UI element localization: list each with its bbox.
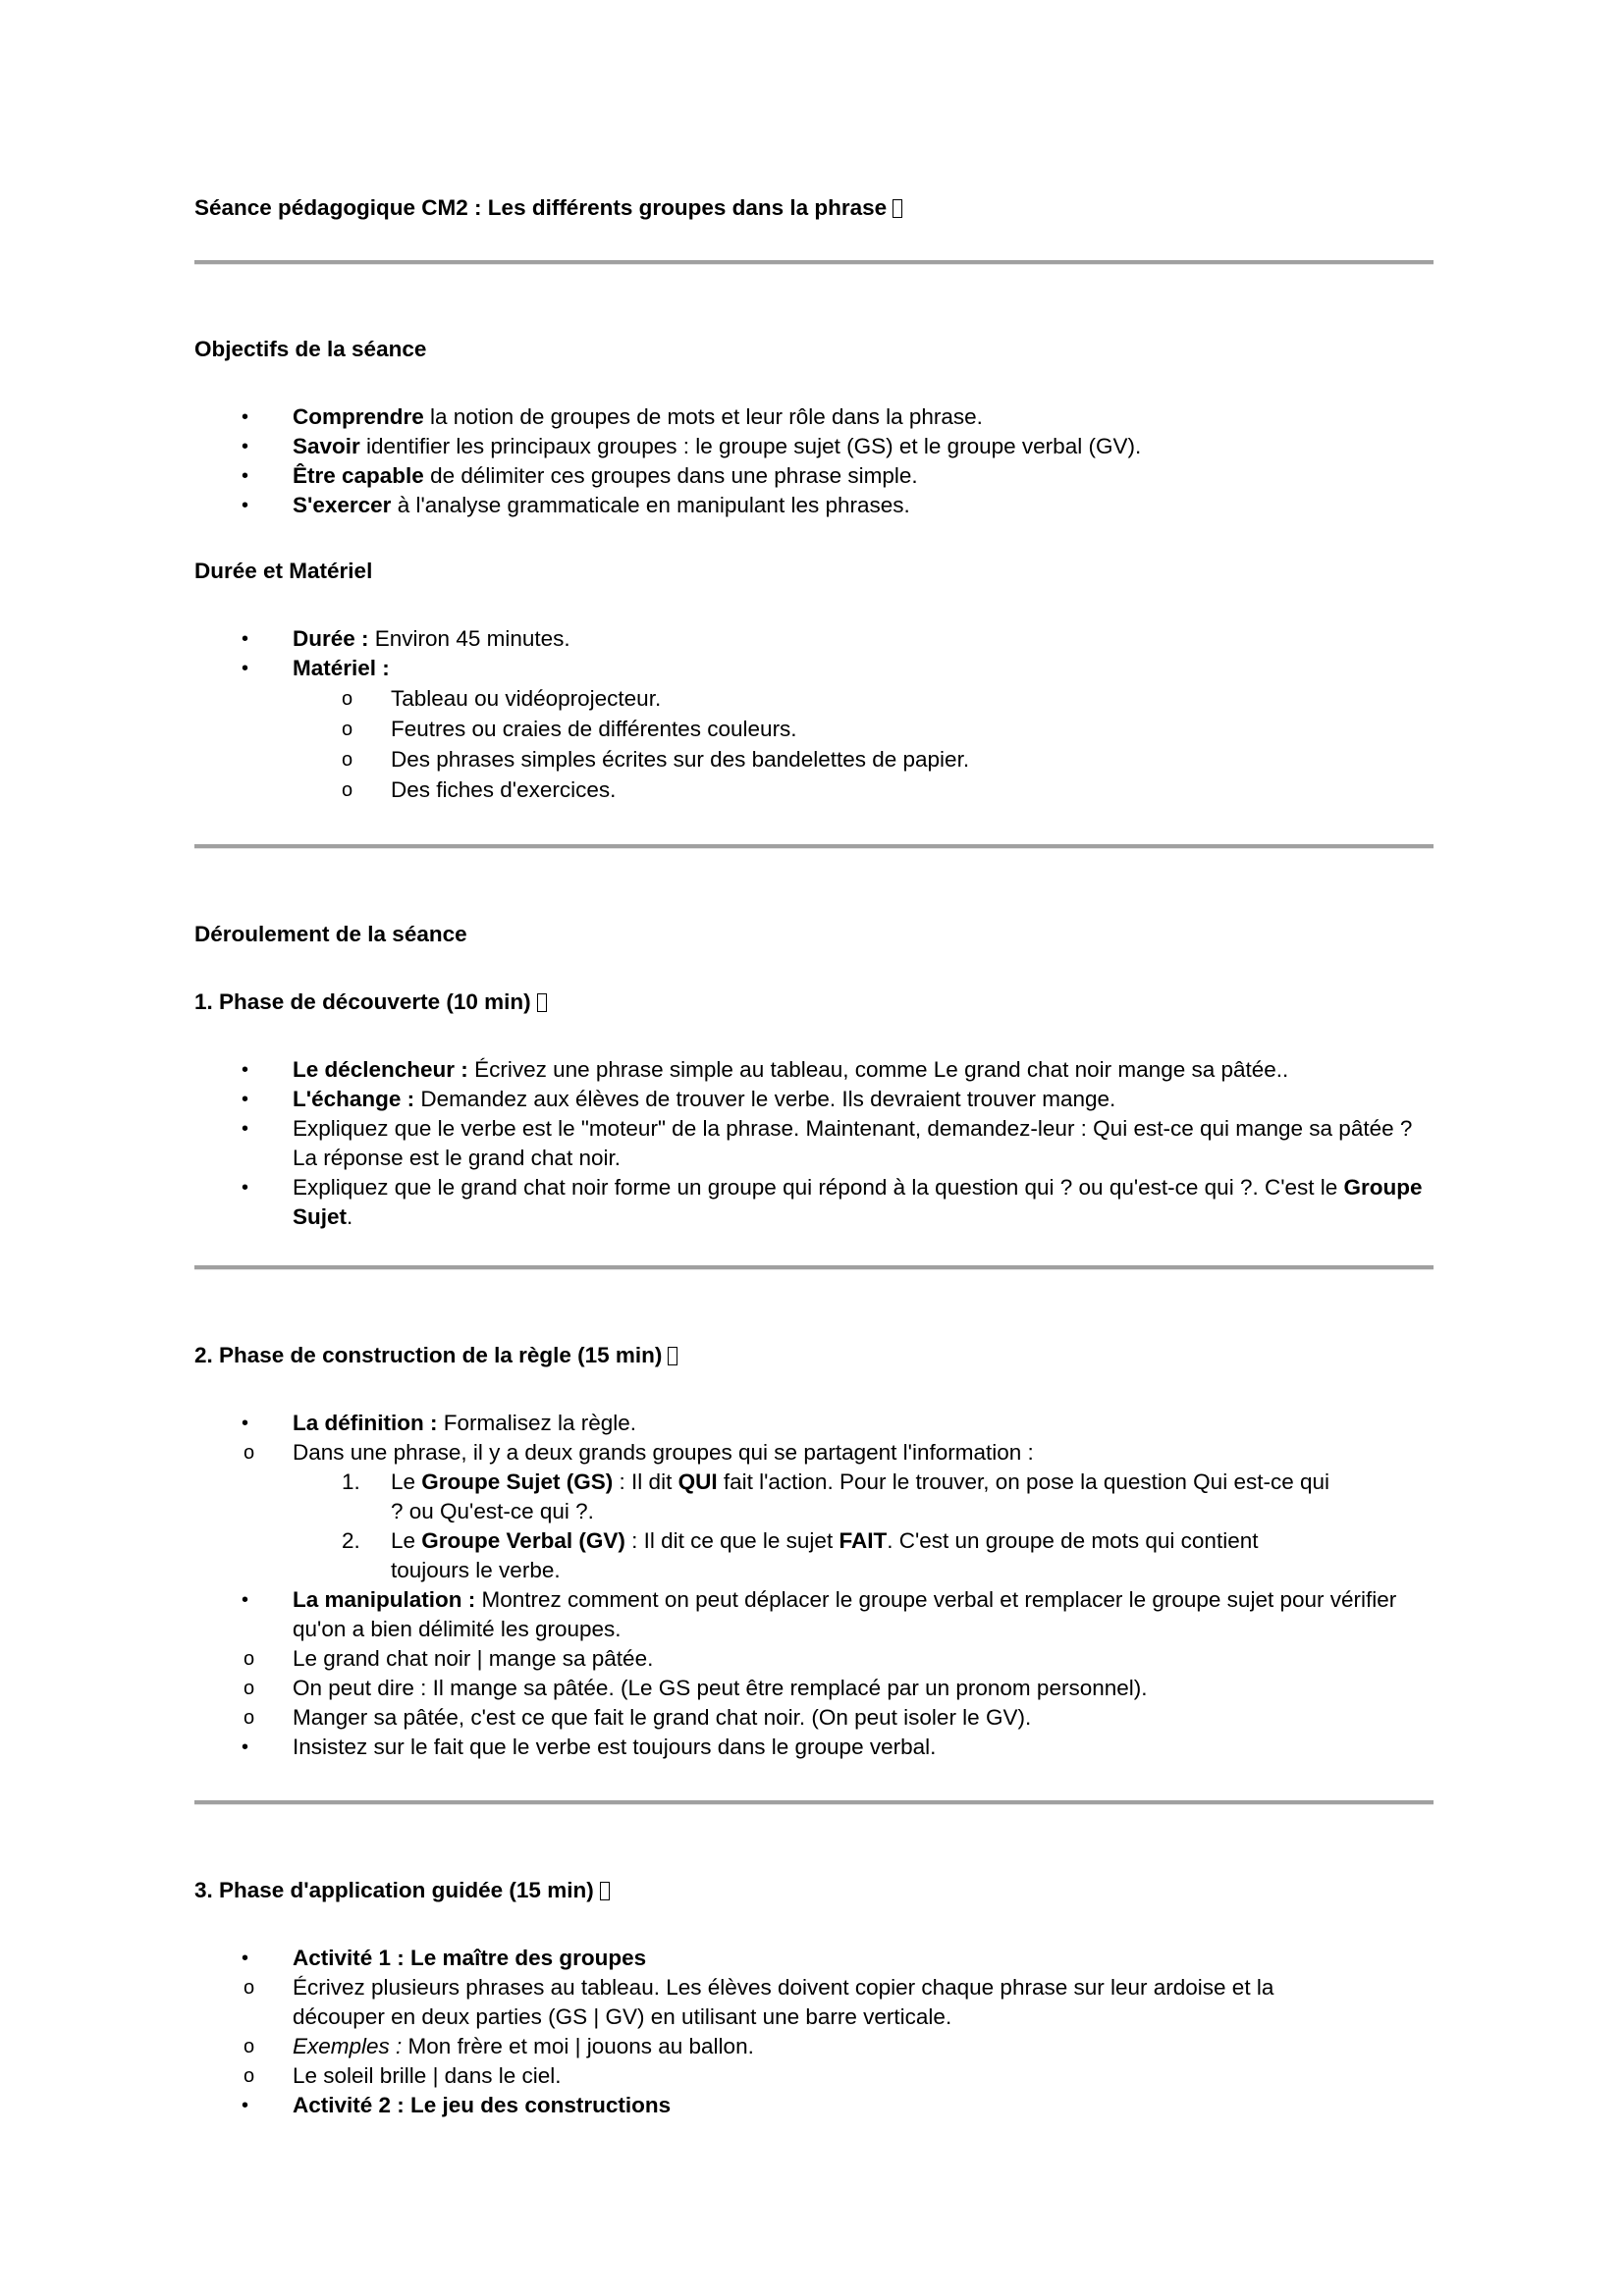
section-divider xyxy=(194,844,1434,849)
list-item xyxy=(194,1085,1434,1114)
list-item xyxy=(194,402,1434,432)
duree-list xyxy=(194,624,1434,683)
section-divider xyxy=(194,1800,1434,1805)
item-text: Montrez comment on peut déplacer le groupe verbal et remplacer le groupe sujet pour vérifier qu'on a bien délimité les groupes. xyxy=(293,1587,1397,1641)
number-marker: 1. xyxy=(342,1469,360,1494)
item-bold: Activité 1 : Le maître des groupes xyxy=(293,1946,647,1970)
bullet-icon: • xyxy=(242,1736,249,1758)
item-text: Demandez aux élèves de trouver le verbe. Ils devraient trouver mange. xyxy=(414,1087,1116,1111)
list-item xyxy=(194,432,1434,461)
bullet-icon: • xyxy=(242,1089,249,1110)
circle-bullet-icon: o xyxy=(244,1977,255,1999)
phase2-heading xyxy=(194,1341,1434,1370)
bullet-icon: • xyxy=(242,1118,249,1140)
circle-bullet-icon: o xyxy=(244,2065,255,2087)
list-item-activite1 xyxy=(194,1944,1434,1973)
bullet-icon: • xyxy=(242,1059,249,1081)
item-bold: La manipulation : xyxy=(293,1587,476,1612)
item-text: Le xyxy=(391,1469,422,1494)
item-text: Des phrases simples écrites sur des bandelettes de papier. xyxy=(391,747,970,772)
item-bold: Comprendre xyxy=(293,404,424,429)
deroulement-heading: Déroulement de la séance xyxy=(194,922,467,946)
phase3-heading-text: 3. Phase d'application guidée (15 min) xyxy=(194,1878,594,1902)
missing-glyph-icon xyxy=(893,199,902,218)
circle-bullet-icon: o xyxy=(244,1707,255,1729)
item-bold: L'échange : xyxy=(293,1087,415,1111)
phase1-list xyxy=(194,1055,1434,1232)
item-text: fait l'action. Pour le trouver, on pose la question Qui est-ce qui ? ou Qu'est-ce qui ?. xyxy=(391,1469,1329,1523)
bullet-icon: • xyxy=(242,628,249,650)
item-bold: Groupe Verbal (GV) xyxy=(421,1528,625,1553)
item-text: à l'analyse grammaticale en manipulant les phrases. xyxy=(391,493,910,517)
item-bold: La définition : xyxy=(293,1411,438,1435)
item-bold: Activité 2 : Le jeu des constructions xyxy=(293,2093,672,2117)
list-item xyxy=(194,461,1434,491)
objectifs-heading: Objectifs de la séance xyxy=(194,337,427,361)
title-text: Séance pédagogique CM2 : Les différents groupes dans la phrase xyxy=(194,195,888,220)
item-text: de délimiter ces groupes dans une phrase simple. xyxy=(423,463,918,488)
circle-bullet-icon: o xyxy=(244,1442,255,1464)
list-item-sub xyxy=(96,1438,1434,1468)
item-bold: Groupe Sujet (GS) xyxy=(421,1469,614,1494)
list-item-sub xyxy=(96,1703,1434,1733)
item-bold: Être capable xyxy=(293,463,424,488)
list-item-manipulation xyxy=(194,1585,1434,1644)
item-bold: QUI xyxy=(677,1469,718,1494)
list-item-sub xyxy=(96,1644,1434,1674)
item-bold: Le déclencheur : xyxy=(293,1057,468,1082)
item-bold: Groupe Sujet xyxy=(293,1175,1423,1229)
phase1-heading-text: 1. Phase de découverte (10 min) xyxy=(194,989,531,1014)
section-divider xyxy=(194,260,1434,265)
circle-bullet-icon: o xyxy=(342,779,353,801)
list-item xyxy=(194,745,1434,775)
item-text: : Il dit ce que le sujet xyxy=(624,1528,839,1553)
list-item xyxy=(194,775,1434,806)
bullet-icon: • xyxy=(242,406,249,428)
item-text: Dans une phrase, il y a deux grands groupes qui se partagent l'information : xyxy=(293,1440,1034,1465)
materiel-list xyxy=(194,684,1434,806)
bullet-icon: • xyxy=(242,1413,249,1434)
item-text-end: . xyxy=(347,1204,353,1229)
number-marker: 2. xyxy=(342,1528,360,1553)
phase1-heading xyxy=(194,988,1434,1017)
item-text: Tableau ou vidéoprojecteur. xyxy=(391,686,662,711)
list-item-sub xyxy=(96,2061,1434,2091)
numbered-item xyxy=(96,1526,1434,1585)
item-text: la notion de groupes de mots et leur rôle dans la phrase. xyxy=(423,404,983,429)
item-text: Insistez sur le fait que le verbe est toujours dans le groupe verbal. xyxy=(293,1735,937,1759)
duree-value: Environ 45 minutes. xyxy=(368,626,570,651)
list-item-insistez xyxy=(194,1733,1434,1762)
bullet-icon: • xyxy=(242,2095,249,2116)
item-text: Écrivez une phrase simple au tableau, comme Le grand chat noir mange sa pâtée.. xyxy=(467,1057,1289,1082)
item-text: Mon frère et moi | jouons au ballon. xyxy=(402,2034,754,2058)
bullet-icon: • xyxy=(242,436,249,457)
missing-glyph-icon xyxy=(668,1347,677,1365)
item-text: Le xyxy=(391,1528,422,1553)
item-text: Écrivez plusieurs phrases au tableau. Les élèves doivent copier chaque phrase sur leur ardoise et la découper en deux parties (GS | GV) en utilisant une barre verticale. xyxy=(293,1975,1274,2029)
item-text: : Il dit xyxy=(613,1469,678,1494)
item-text: Formalisez la règle. xyxy=(437,1411,637,1435)
circle-bullet-icon: o xyxy=(244,1648,255,1670)
item-text: identifier les principaux groupes : le groupe sujet (GS) et le groupe verbal (GV). xyxy=(359,434,1142,458)
list-item-sub xyxy=(96,1674,1434,1703)
item-text: Manger sa pâtée, c'est ce que fait le grand chat noir. (On peut isoler le GV). xyxy=(293,1705,1032,1730)
numbered-item xyxy=(96,1468,1434,1526)
item-text: Expliquez que le grand chat noir forme un groupe qui répond à la question qui ? ou qu'est-ce qui ?. C'est le xyxy=(293,1175,1344,1200)
list-item xyxy=(194,491,1434,520)
phase2-list xyxy=(194,1409,1434,1762)
duree-label: Durée : xyxy=(293,626,369,651)
circle-bullet-icon: o xyxy=(342,688,353,710)
bullet-icon: • xyxy=(242,1589,249,1611)
bullet-icon: • xyxy=(242,658,249,679)
item-text: Expliquez que le verbe est le "moteur" de la phrase. Maintenant, demandez-leur : Qui est-ce qui mange sa pâtée ? La réponse est le grand chat noir. xyxy=(293,1116,1413,1170)
list-item-definition xyxy=(194,1409,1434,1438)
item-text: Des fiches d'exercices. xyxy=(391,777,617,802)
circle-bullet-icon: o xyxy=(342,719,353,740)
missing-glyph-icon xyxy=(600,1882,610,1900)
phase3-heading xyxy=(194,1876,1434,1905)
list-item-duree xyxy=(194,624,1434,654)
item-italic: Exemples : xyxy=(293,2034,403,2058)
circle-bullet-icon: o xyxy=(244,2036,255,2057)
bullet-icon: • xyxy=(242,1948,249,1969)
phase3-list xyxy=(194,1944,1434,2120)
list-item-materiel xyxy=(194,654,1434,683)
bullet-icon: • xyxy=(242,1177,249,1199)
missing-glyph-icon xyxy=(537,993,547,1012)
list-item-activite2 xyxy=(194,2091,1434,2120)
circle-bullet-icon: o xyxy=(244,1678,255,1699)
item-bold: Savoir xyxy=(293,434,360,458)
list-item xyxy=(194,1173,1434,1232)
item-bold: FAIT xyxy=(839,1528,888,1553)
item-text: Le soleil brille | dans le ciel. xyxy=(293,2063,562,2088)
list-item xyxy=(194,1055,1434,1085)
list-item xyxy=(194,684,1434,715)
list-item-sub xyxy=(96,2032,1434,2061)
item-text: Le grand chat noir | mange sa pâtée. xyxy=(293,1646,654,1671)
section-divider xyxy=(194,1265,1434,1270)
list-item xyxy=(194,1114,1434,1173)
bullet-icon: • xyxy=(242,495,249,516)
phase2-heading-text: 2. Phase de construction de la règle (15 min) xyxy=(194,1343,663,1367)
list-item-sub xyxy=(96,1973,1434,2032)
list-item xyxy=(194,715,1434,745)
objectifs-list xyxy=(194,402,1434,520)
circle-bullet-icon: o xyxy=(342,749,353,771)
item-text: . C'est un groupe de mots qui contient toujours le verbe. xyxy=(391,1528,1259,1582)
page-title xyxy=(194,193,1434,223)
item-text: Feutres ou craies de différentes couleurs. xyxy=(391,717,797,741)
item-bold: S'exercer xyxy=(293,493,392,517)
materiel-label: Matériel : xyxy=(293,656,390,680)
item-text: On peut dire : Il mange sa pâtée. (Le GS peut être remplacé par un pronom personnel). xyxy=(293,1676,1148,1700)
duree-heading: Durée et Matériel xyxy=(194,559,373,583)
bullet-icon: • xyxy=(242,465,249,487)
